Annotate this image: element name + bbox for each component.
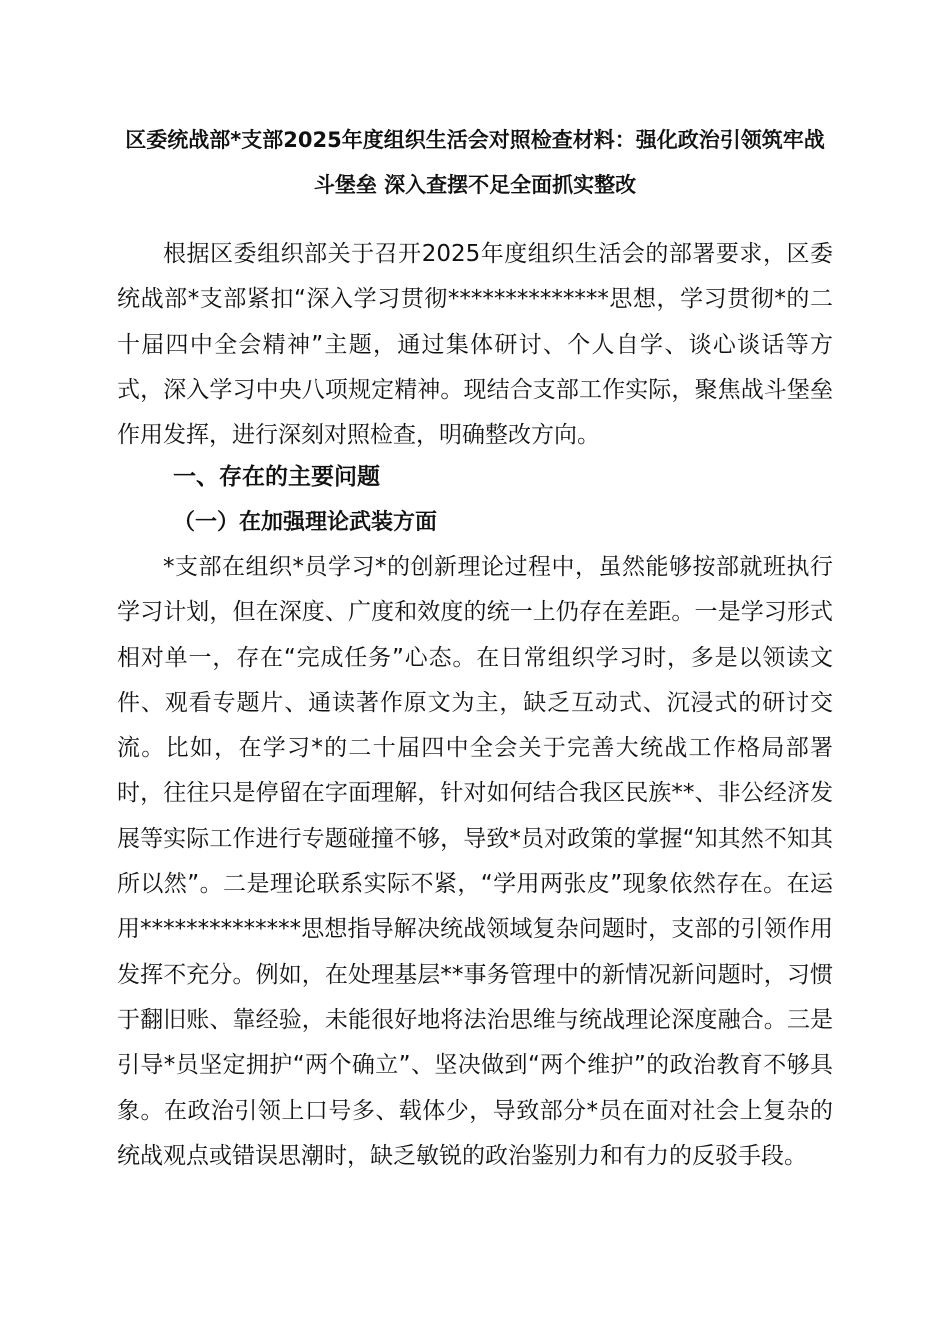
intro-paragraph: 根据区委组织部关于召开2025年度组织生活会的部署要求，区委统战部*支部紧扣“深入学习贯彻**************思想，学习贯彻*的二十届四中全会精神”主题，通过集体研讨、个人自学、谈心谈话等方式，深入学习中央八项规定精神。现结合支部工作实际，聚焦战斗堡垒作用发挥，进行深刻对照检查，明确整改方向。 xyxy=(117,241,833,449)
subsection-heading: （一）在加强理论武装方面 xyxy=(173,510,438,535)
section-heading: 一、存在的主要问题 xyxy=(173,464,380,490)
body-paragraph: *支部在组织*员学习*的创新理论过程中，虽然能够按部就班执行学习计划，但在深度、广度和效度的统一上仍存在差距。一是学习形式相对单一，存在“完成任务”心态。在日常组织学习时，多是以领读文件、观看专题片、通读著作原文为主，缺乏互动式、沉浸式的研讨交流。比如，在学习*的二十届四中全会关于完善大统战工作格局部署时，往往只是停留在字面理解，针对如何结合我区民族**、非公经济发展等实际工作进行专题碰撞不够，导致*员对政策的掌握“知其然不知其所以然”。二是理论联系实际不紧，“学用两张皮”现象依然存在。在运用**************思想指导解决统战领域复杂问题时，支部的引领作用发挥不充分。例如，在处理基层**事务管理中的新情况新问题时，习惯于翻旧账、靠经验，未能很好地将法治思维与统战理论深度融合。三是引导*员坚定拥护“两个确立”、坚决做到“两个维护”的政治教育不够具象。在政治引领上口号多、载体少，导致部分*员在面对社会上复杂的统战观点或错误思潮时，缺乏敏锐的政治鉴别力和有力的反驳手段。 xyxy=(117,554,833,1169)
document-title: 区委统战部*支部2025年度组织生活会对照检查材料：强化政治引领筑牢战斗堡垒 深入查摆不足全面抓实整改 xyxy=(125,128,825,197)
